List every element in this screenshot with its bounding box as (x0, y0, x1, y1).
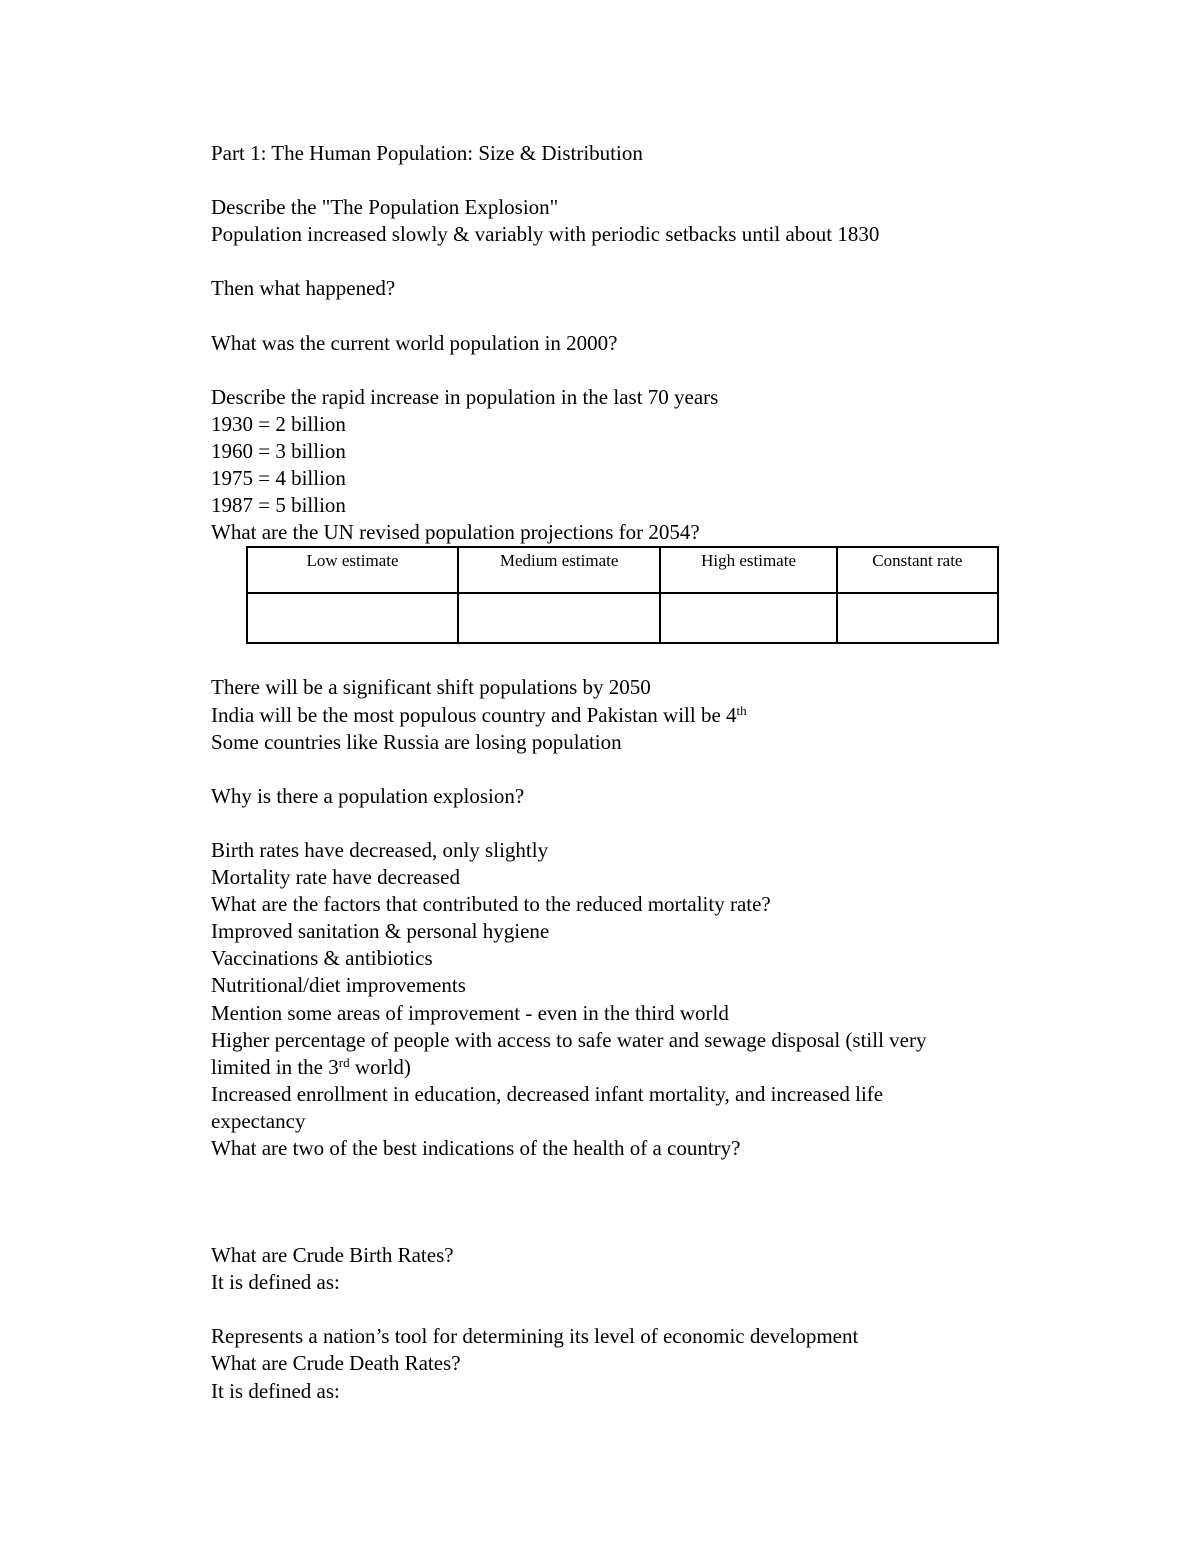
answer-cell-constant (837, 593, 998, 643)
header-constant-rate: Constant rate (837, 547, 998, 593)
projections-question: What are the UN revised population projections for 2054? (211, 520, 700, 545)
water-access-line2 (211, 1054, 1031, 1081)
crude-birth-rates-defined: It is defined as: (211, 1270, 340, 1295)
birth-rates-statement: Birth rates have decreased, only slightly (211, 837, 549, 862)
population-milestone: 1975 = 4 billion (211, 466, 346, 491)
answer-cell-high (660, 593, 836, 643)
page-title: Part 1: The Human Population: Size & Distribution (211, 141, 643, 165)
health-indications-question: What are two of the best indications of the health of a country? (211, 1136, 741, 1160)
india-statement-text: India will be the most populous country and Pakistan will be 4 (211, 702, 737, 727)
projections-header-row (247, 547, 998, 593)
water-access-text: limited in the 3 (211, 1054, 339, 1079)
crude-birth-rates-represents: Represents a nation’s tool for determining its level of economic development (211, 1324, 859, 1349)
factor-item: Vaccinations & antibiotics (211, 946, 433, 971)
education-line1: Increased enrollment in education, decreased infant mortality, and increased life (211, 1081, 884, 1106)
crude-death-rates-defined: It is defined as: (211, 1378, 340, 1403)
factor-item: Improved sanitation & personal hygiene (211, 919, 550, 944)
answer-cell-medium (458, 593, 660, 643)
mortality-statement: Mortality rate have decreased (211, 865, 460, 890)
current-population-question: What was the current world population in 2000? (211, 330, 618, 355)
worksheet-page (211, 140, 1031, 1405)
header-medium-estimate: Medium estimate (458, 547, 660, 593)
shift-statement: There will be a significant shift populations by 2050 (211, 675, 651, 700)
russia-statement: Some countries like Russia are losing population (211, 729, 622, 754)
projections-table (246, 546, 999, 644)
ordinal-suffix: rd (338, 1054, 350, 1070)
header-low-estimate: Low estimate (247, 547, 458, 593)
water-access-text-end: world) (349, 1054, 411, 1079)
population-explosion-answer: Population increased slowly & variably with periodic setbacks until about 1830 (211, 222, 880, 247)
population-explosion-prompt: Describe the "The Population Explosion" (211, 195, 559, 220)
ordinal-suffix: th (736, 702, 747, 718)
crude-birth-rates-question: What are Crude Birth Rates? (211, 1243, 454, 1268)
factors-question: What are the factors that contributed to the reduced mortality rate? (211, 892, 771, 917)
india-statement (211, 702, 1031, 729)
rapid-increase-prompt: Describe the rapid increase in population in the last 70 years (211, 384, 719, 409)
answer-cell-low (247, 593, 458, 643)
population-milestone: 1930 = 2 billion (211, 411, 346, 436)
crude-death-rates-question: What are Crude Death Rates? (211, 1351, 461, 1376)
population-milestone: 1987 = 5 billion (211, 493, 346, 518)
improvement-areas-question: Mention some areas of improvement - even in the third world (211, 1000, 729, 1025)
projections-answer-row (247, 593, 998, 643)
factor-item: Nutritional/diet improvements (211, 973, 466, 998)
then-what-happened-question: Then what happened? (211, 276, 396, 301)
population-milestone: 1960 = 3 billion (211, 439, 346, 464)
water-access-line1: Higher percentage of people with access to safe water and sewage disposal (still very (211, 1027, 927, 1052)
education-line2: expectancy (211, 1108, 306, 1133)
header-high-estimate: High estimate (660, 547, 836, 593)
why-explosion-question: Why is there a population explosion? (211, 783, 525, 808)
